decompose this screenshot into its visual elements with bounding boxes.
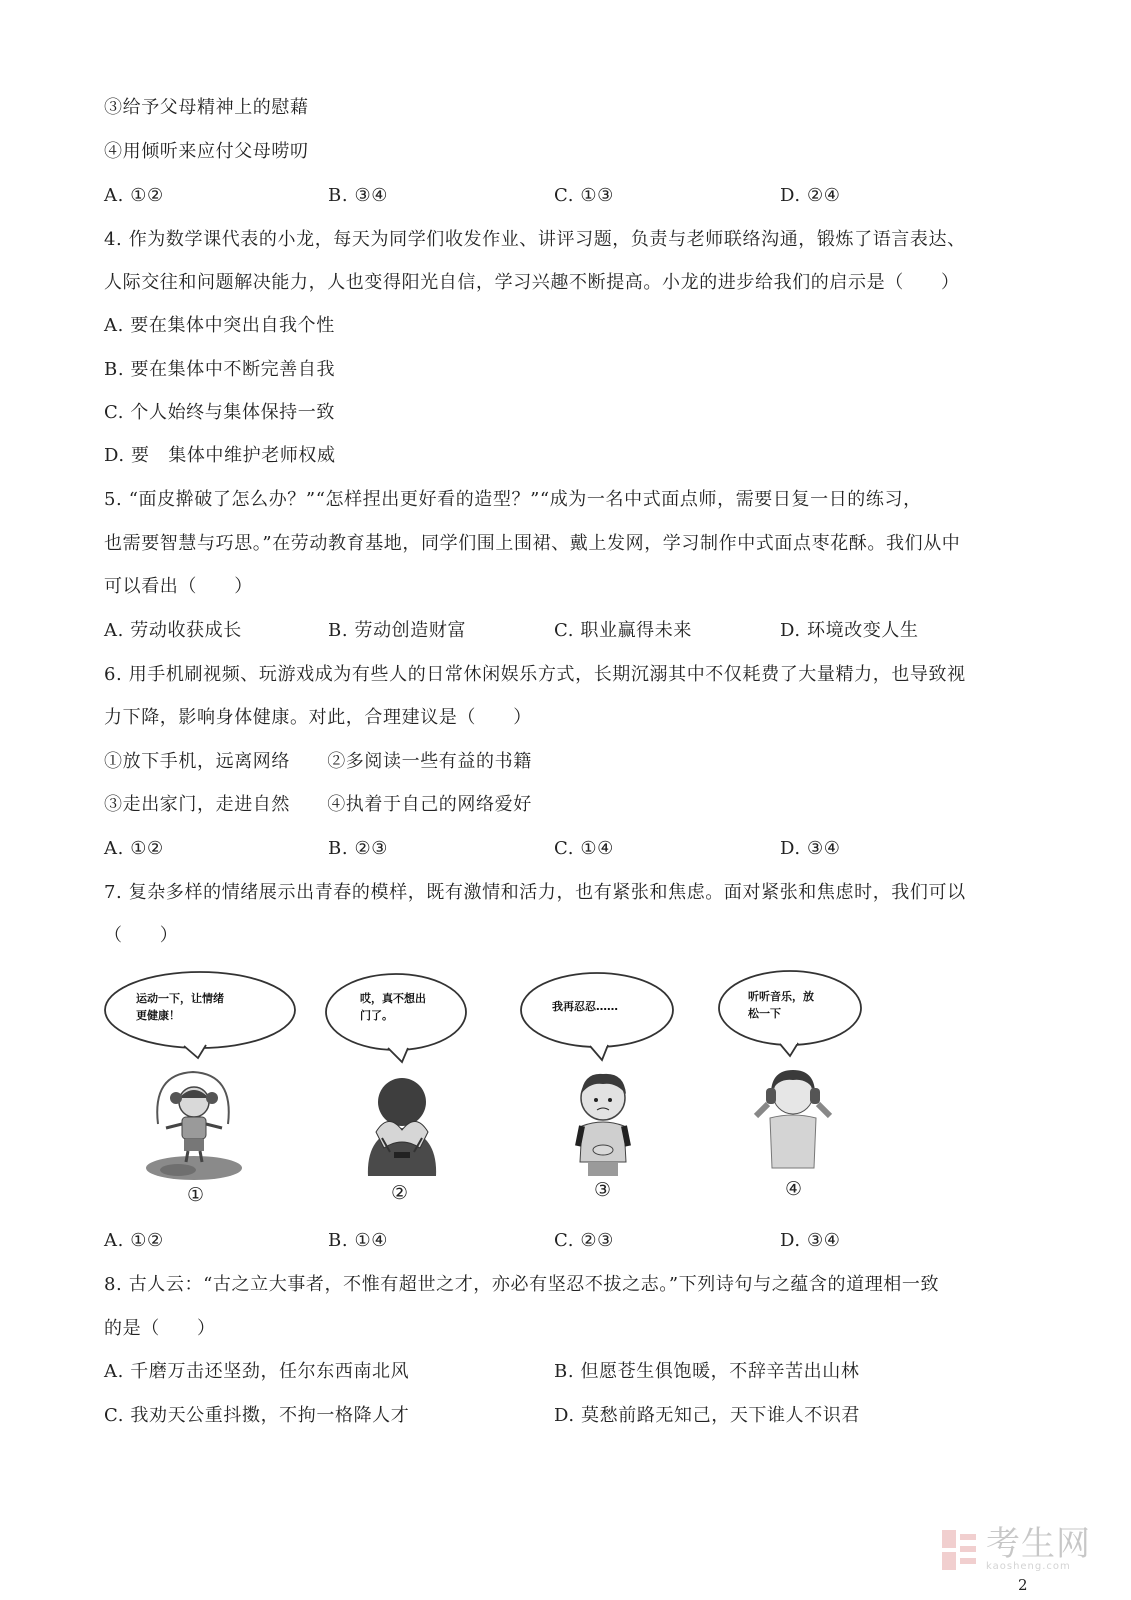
q4-option-c: C. 个人始终与集体保持一致: [104, 402, 335, 423]
speech-bubble-2: [322, 970, 472, 1064]
q5-option-a: A. 劳动收获成长: [104, 620, 242, 641]
q8-option-a: A. 千磨万击还坚劲，任尔东西南北风: [104, 1361, 410, 1382]
q6-option-b: B. ②③: [328, 838, 388, 859]
q4-option-d: D. 要 集体中维护老师权威: [104, 445, 336, 466]
q7-option-b: B. ①④: [328, 1230, 388, 1251]
q3-statement-3: ③给予父母精神上的慰藉: [104, 97, 309, 118]
speech-bubble-1-text: 运动一下，让情绪 更健康！: [136, 992, 224, 1022]
figure-boy-holding-back: [570, 1066, 636, 1180]
q3-option-a: A. ①②: [104, 185, 164, 206]
q6-option-a: A. ①②: [104, 838, 164, 859]
q3-statement-4: ④用倾听来应付父母唠叨: [104, 141, 309, 162]
q7-option-c: C. ②③: [554, 1230, 614, 1251]
speech-bubble-4: [716, 968, 866, 1058]
q3-option-c: C. ①③: [554, 185, 614, 206]
q7-option-d: D. ③④: [780, 1230, 841, 1251]
speech-bubble-3: [518, 970, 678, 1062]
q8-stem-line-2: 的是（ ）: [104, 1318, 216, 1339]
q6-stem-line-1: 6. 用手机刷视频、玩游戏成为有些人的日常休闲娱乐方式，长期沉溺其中不仅耗费了大量精力，也导致视: [104, 664, 966, 685]
q6-statements-1-2: ①放下手机，远离网络 ②多阅读一些有益的书籍: [104, 751, 532, 772]
q5-stem-line-1: 5. “面皮擀破了怎么办？”“怎样捏出更好看的造型？”“成为一名中式面点师，需要日复一日的练习，: [104, 489, 922, 510]
q3-option-d: D. ②④: [780, 185, 841, 206]
figure-girl-headphones: [748, 1062, 838, 1172]
q5-option-c: C. 职业赢得未来: [554, 620, 692, 641]
page-number: 2: [1018, 1576, 1028, 1594]
figure-label-3: ③: [594, 1179, 612, 1201]
figure-label-4: ④: [785, 1178, 803, 1200]
watermark-logo-icon: [940, 1528, 980, 1572]
figure-girl-jumping-rope: [138, 1064, 248, 1182]
q5-stem-line-2: 也需要智慧与巧思。”在劳动教育基地，同学们围上围裙、戴上发网，学习制作中式面点枣花酥。我们从中: [104, 533, 961, 554]
watermark-text: 考生网: [986, 1524, 1091, 1564]
q5-stem-line-3: 可以看出（ ）: [104, 576, 253, 597]
watermark: [940, 1524, 1091, 1572]
q8-option-c: C. 我劝天公重抖擞，不拘一格降人才: [104, 1405, 410, 1426]
q5-option-d: D. 环境改变人生: [780, 620, 919, 641]
q8-option-b: B. 但愿苍生俱饱暖，不辞辛苦出山林: [554, 1361, 860, 1382]
q6-option-d: D. ③④: [780, 838, 841, 859]
q7-stem-line-1: 7. 复杂多样的情绪展示出青春的模样，既有激情和活力，也有紧张和焦虑。面对紧张和焦虑时，我们可以: [104, 882, 966, 903]
speech-bubble-3-text: 我再忍忍……: [552, 1000, 618, 1013]
figure-boy-head-in-hands: [358, 1072, 444, 1176]
q5-option-b: B. 劳动创造财富: [328, 620, 467, 641]
q7-option-a: A. ①②: [104, 1230, 164, 1251]
q6-option-c: C. ①④: [554, 838, 614, 859]
q3-option-b: B. ③④: [328, 185, 388, 206]
q6-statements-3-4: ③走出家门，走进自然 ④执着于自己的网络爱好: [104, 794, 532, 815]
q4-option-a: A. 要在集体中突出自我个性: [104, 315, 335, 336]
speech-bubble-4-text: 听听音乐，放 松一下: [748, 990, 814, 1020]
watermark-subtext: kaosheng.com: [986, 1561, 1071, 1572]
q6-stem-line-2: 力下降，影响身体健康。对此，合理建议是（ ）: [104, 707, 532, 728]
q4-stem-line-1: 4. 作为数学课代表的小龙，每天为同学们收发作业、讲评习题，负责与老师联络沟通，锻炼了语言表达、: [104, 229, 966, 250]
figure-label-1: ①: [187, 1184, 205, 1206]
speech-bubble-2-text: 哎，真不想出 门了。: [360, 992, 426, 1022]
q8-stem-line-1: 8. 古人云：“古之立大事者，不惟有超世之才，亦必有坚忍不拔之志。”下列诗句与之蕴含的道理相一致: [104, 1274, 940, 1295]
figure-label-2: ②: [391, 1182, 409, 1204]
q7-stem-line-2: （ ）: [104, 925, 179, 946]
q8-option-d: D. 莫愁前路无知己，天下谁人不识君: [554, 1405, 861, 1426]
speech-bubble-1: [102, 968, 302, 1060]
q4-stem-line-2: 人际交往和问题解决能力，人也变得阳光自信，学习兴趣不断提高。小龙的进步给我们的启示是（ ）: [104, 272, 960, 293]
q4-option-b: B. 要在集体中不断完善自我: [104, 359, 336, 380]
